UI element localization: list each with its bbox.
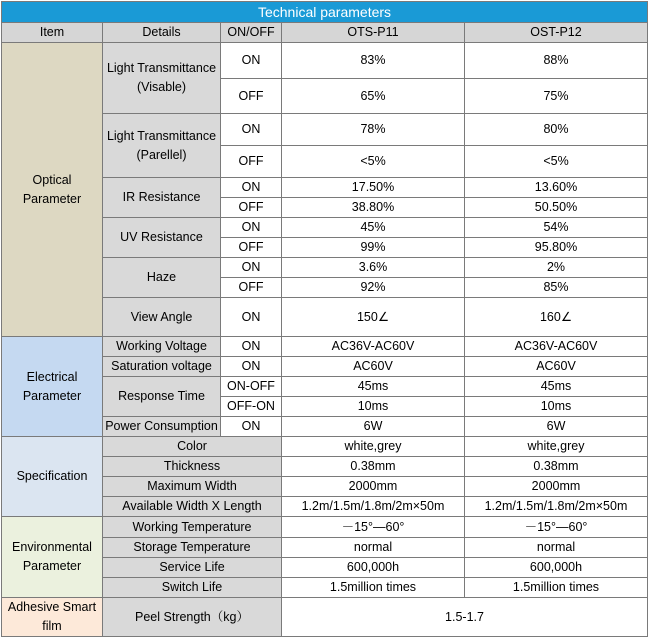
technical-parameters-table — [1, 1, 648, 637]
value-cell: 2000mm — [465, 477, 648, 497]
value-cell: 50.50% — [465, 198, 648, 218]
value-cell: －15°—60° — [282, 517, 465, 538]
group-specification: Specification — [2, 437, 103, 517]
value-cell: white,grey — [282, 437, 465, 457]
detail-thickness: Thickness — [103, 457, 282, 477]
value-cell: 600,000h — [465, 558, 648, 578]
value-cell: normal — [465, 538, 648, 558]
value-cell: 88% — [465, 43, 648, 79]
value-cell: 54% — [465, 218, 648, 238]
value-cell: 1.5million times — [465, 578, 648, 598]
state-cell: OFF — [221, 198, 282, 218]
state-cell: ON — [221, 43, 282, 79]
value-cell: 1.5million times — [282, 578, 465, 598]
state-cell: ON — [221, 417, 282, 437]
value-cell: white,grey — [465, 437, 648, 457]
value-cell: 1.2m/1.5m/1.8m/2m×50m — [282, 497, 465, 517]
value-cell: AC60V — [282, 357, 465, 377]
value-cell: 10ms — [465, 397, 648, 417]
state-cell: OFF — [221, 278, 282, 298]
value-cell: 2% — [465, 258, 648, 278]
value-cell: 85% — [465, 278, 648, 298]
value-cell: 1.2m/1.5m/1.8m/2m×50m — [465, 497, 648, 517]
value-cell: AC36V-AC60V — [282, 337, 465, 357]
detail-service-life: Service Life — [103, 558, 282, 578]
header-details: Details — [103, 23, 221, 43]
value-cell: 150∠ — [282, 298, 465, 337]
table-title: Technical parameters — [2, 2, 648, 23]
detail-color: Color — [103, 437, 282, 457]
value-cell: 65% — [282, 79, 465, 114]
detail-working-voltage: Working Voltage — [103, 337, 221, 357]
value-cell: 83% — [282, 43, 465, 79]
value-cell: 6W — [282, 417, 465, 437]
state-cell: ON — [221, 298, 282, 337]
state-cell: OFF — [221, 238, 282, 258]
value-cell: 13.60% — [465, 178, 648, 198]
state-cell: ON — [221, 337, 282, 357]
group-electrical-parameter: Electrical Parameter — [2, 337, 103, 437]
value-cell: 45ms — [465, 377, 648, 397]
value-cell: －15°—60° — [465, 517, 648, 538]
value-cell: AC36V-AC60V — [465, 337, 648, 357]
detail-view-angle: View Angle — [103, 298, 221, 337]
detail-maximum-width: Maximum Width — [103, 477, 282, 497]
value-cell: 92% — [282, 278, 465, 298]
detail-uv-resistance: UV Resistance — [103, 218, 221, 258]
value-cell: 1.5-1.7 — [282, 598, 648, 637]
detail-ir-resistance: IR Resistance — [103, 178, 221, 218]
detail-working-temperature: Working Temperature — [103, 517, 282, 538]
value-cell: 10ms — [282, 397, 465, 417]
value-cell: 99% — [282, 238, 465, 258]
state-cell: ON-OFF — [221, 377, 282, 397]
value-cell: 17.50% — [282, 178, 465, 198]
state-cell: OFF-ON — [221, 397, 282, 417]
value-cell: 160∠ — [465, 298, 648, 337]
header-model-ots-p11: OTS-P11 — [282, 23, 465, 43]
detail-switch-life: Switch Life — [103, 578, 282, 598]
value-cell: 6W — [465, 417, 648, 437]
detail-power-consumption: Power Consumption — [103, 417, 221, 437]
detail-storage-temperature: Storage Temperature — [103, 538, 282, 558]
value-cell: AC60V — [465, 357, 648, 377]
value-cell: 0.38mm — [282, 457, 465, 477]
header-onoff: ON/OFF — [221, 23, 282, 43]
group-environmental-parameter: Environmental Parameter — [2, 517, 103, 598]
group-optical-parameter: Optical Parameter — [2, 43, 103, 337]
value-cell: 2000mm — [282, 477, 465, 497]
value-cell: 600,000h — [282, 558, 465, 578]
header-model-ost-p12: OST-P12 — [465, 23, 648, 43]
value-cell: 78% — [282, 114, 465, 146]
state-cell: OFF — [221, 146, 282, 178]
value-cell: 45% — [282, 218, 465, 238]
group-adhesive-smart-film: Adhesive Smart film — [2, 598, 103, 637]
state-cell: ON — [221, 357, 282, 377]
detail-saturation-voltage: Saturation voltage — [103, 357, 221, 377]
value-cell: normal — [282, 538, 465, 558]
value-cell: 0.38mm — [465, 457, 648, 477]
detail-available-width-length: Available Width X Length — [103, 497, 282, 517]
state-cell: ON — [221, 218, 282, 238]
state-cell: ON — [221, 258, 282, 278]
detail-light-transmittance-visable: Light Transmittance (Visable) — [103, 43, 221, 114]
detail-haze: Haze — [103, 258, 221, 298]
detail-response-time: Response Time — [103, 377, 221, 417]
value-cell: 80% — [465, 114, 648, 146]
value-cell: <5% — [465, 146, 648, 178]
state-cell: OFF — [221, 79, 282, 114]
value-cell: 95.80% — [465, 238, 648, 258]
detail-light-transmittance-parellel: Light Transmittance (Parellel) — [103, 114, 221, 178]
detail-peel-strength: Peel Strength（kg） — [103, 598, 282, 637]
value-cell: 45ms — [282, 377, 465, 397]
value-cell: 38.80% — [282, 198, 465, 218]
value-cell: 3.6% — [282, 258, 465, 278]
state-cell: ON — [221, 114, 282, 146]
state-cell: ON — [221, 178, 282, 198]
value-cell: 75% — [465, 79, 648, 114]
header-item: Item — [2, 23, 103, 43]
value-cell: <5% — [282, 146, 465, 178]
